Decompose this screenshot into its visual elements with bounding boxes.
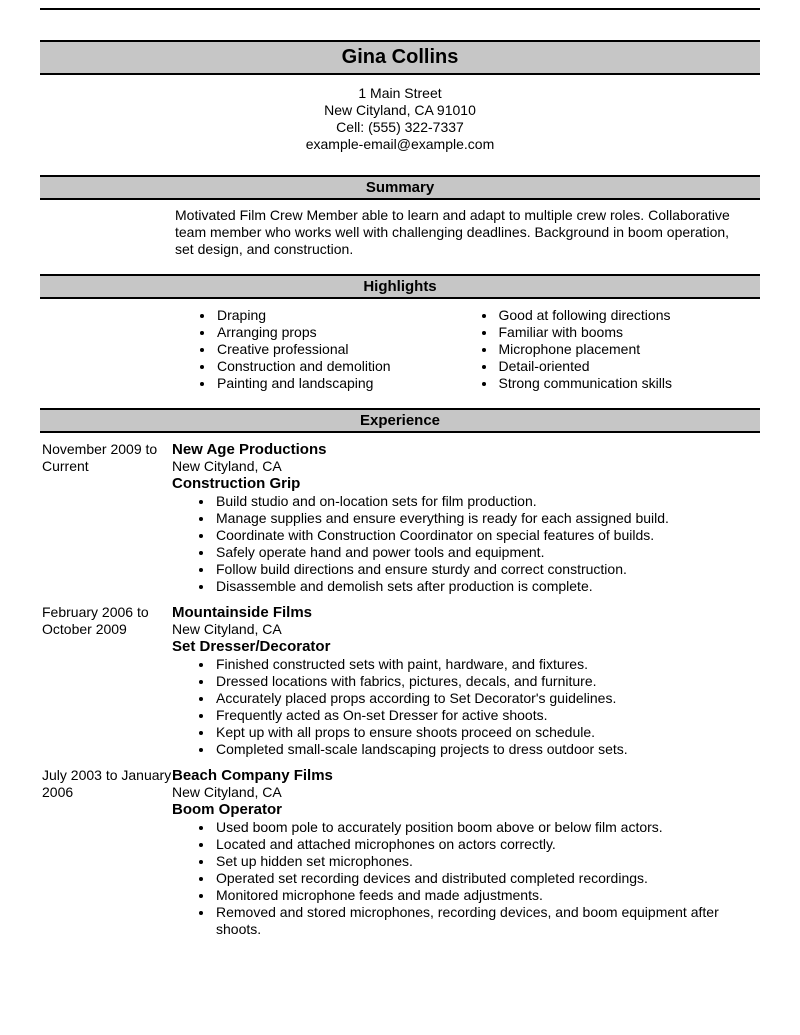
job-bullet: • Completed small-scale landscaping projects to dress outdoor sets. — [214, 741, 760, 758]
job-location: New Cityland, CA — [172, 621, 282, 637]
job-bullet: • Finished constructed sets with paint, hardware, and fixtures. — [214, 656, 760, 673]
job-role: Boom Operator — [172, 801, 283, 818]
job-bullet: • Frequently acted as On-set Dresser for active shoots. — [214, 707, 760, 724]
job-bullet: • Safely operate hand and power tools and equipment. — [214, 544, 760, 561]
experience-entry — [40, 604, 760, 758]
name-header-bar — [40, 40, 760, 75]
experience-section-header — [40, 408, 760, 433]
job-bullet: • Removed and stored microphones, recording devices, and boom equipment after shoots. — [214, 904, 760, 938]
highlight-item: • Construction and demolition — [215, 358, 479, 375]
job-dates: November 2009 to Current — [42, 441, 158, 474]
highlights-right-column — [479, 307, 761, 392]
job-location: New Cityland, CA — [172, 458, 282, 474]
highlights-right-list — [479, 307, 761, 392]
contact-email: example-email@example.com — [305, 136, 495, 152]
job-company: Beach Company Films — [172, 767, 333, 784]
highlights-left-column — [197, 307, 479, 392]
job-bullet-list — [172, 493, 760, 595]
job-details — [172, 441, 760, 595]
job-bullet: • Set up hidden set microphones. — [214, 853, 760, 870]
contact-phone: Cell: (555) 322-7337 — [336, 119, 464, 135]
job-bullet-list — [172, 656, 760, 758]
job-bullet: • Coordinate with Construction Coordinator on special features of builds. — [214, 527, 760, 544]
experience-title: Experience — [359, 412, 441, 429]
job-bullet: • Manage supplies and ensure everything is ready for each assigned build. — [214, 510, 760, 527]
job-details — [172, 604, 760, 758]
job-role: Set Dresser/Decorator — [172, 638, 331, 655]
job-bullet: • Monitored microphone feeds and made adjustments. — [214, 887, 760, 904]
highlights-section-header — [40, 274, 760, 299]
job-company: Mountainside Films — [172, 604, 313, 621]
highlight-item: • Draping — [215, 307, 479, 324]
highlight-item: • Good at following directions — [497, 307, 761, 324]
highlight-item: • Familiar with booms — [497, 324, 761, 341]
job-bullet: • Operated set recording devices and distributed completed recordings. — [214, 870, 760, 887]
highlight-item: • Creative professional — [215, 341, 479, 358]
experience-entry — [40, 441, 760, 595]
experience-body — [40, 441, 760, 938]
job-bullet-list — [172, 819, 760, 938]
job-details — [172, 767, 760, 938]
job-bullet: • Dressed locations with fabrics, pictures, decals, and furniture. — [214, 673, 760, 690]
job-bullet: • Disassemble and demolish sets after production is complete. — [214, 578, 760, 595]
highlight-item: • Detail-oriented — [497, 358, 761, 375]
summary-title: Summary — [365, 179, 435, 196]
summary-section-header — [40, 175, 760, 200]
job-bullet: • Kept up with all props to ensure shoots proceed on schedule. — [214, 724, 760, 741]
highlight-item: • Painting and landscaping — [215, 375, 479, 392]
highlights-title: Highlights — [363, 278, 437, 295]
job-bullet: • Used boom pole to accurately position boom above or below film actors. — [214, 819, 760, 836]
highlights-columns — [40, 307, 760, 392]
job-bullet: • Located and attached microphones on actors correctly. — [214, 836, 760, 853]
job-bullet: • Follow build directions and ensure sturdy and correct construction. — [214, 561, 760, 578]
job-company: New Age Productions — [172, 441, 327, 458]
job-bullet: • Build studio and on-location sets for film production. — [214, 493, 760, 510]
summary-text: Motivated Film Crew Member able to learn and adapt to multiple crew roles. Collaborative team member who works well with challenging deadlines. Background in boom operation, set design, and construction. — [175, 207, 730, 257]
experience-entry — [40, 767, 760, 938]
person-name: Gina Collins — [341, 46, 459, 68]
job-dates: July 2003 to January 2006 — [42, 767, 172, 800]
job-role: Construction Grip — [172, 475, 301, 492]
top-divider — [40, 8, 760, 10]
highlight-item: • Arranging props — [215, 324, 479, 341]
highlight-item: • Strong communication skills — [497, 375, 761, 392]
job-location: New Cityland, CA — [172, 784, 282, 800]
highlights-left-list — [197, 307, 479, 392]
job-bullet: • Accurately placed props according to Set Decorator's guidelines. — [214, 690, 760, 707]
contact-city-state-zip: New Cityland, CA 91010 — [324, 102, 476, 118]
highlight-item: • Microphone placement — [497, 341, 761, 358]
contact-address: 1 Main Street — [358, 85, 442, 101]
contact-block — [40, 85, 760, 153]
job-dates: February 2006 to October 2009 — [42, 604, 149, 637]
